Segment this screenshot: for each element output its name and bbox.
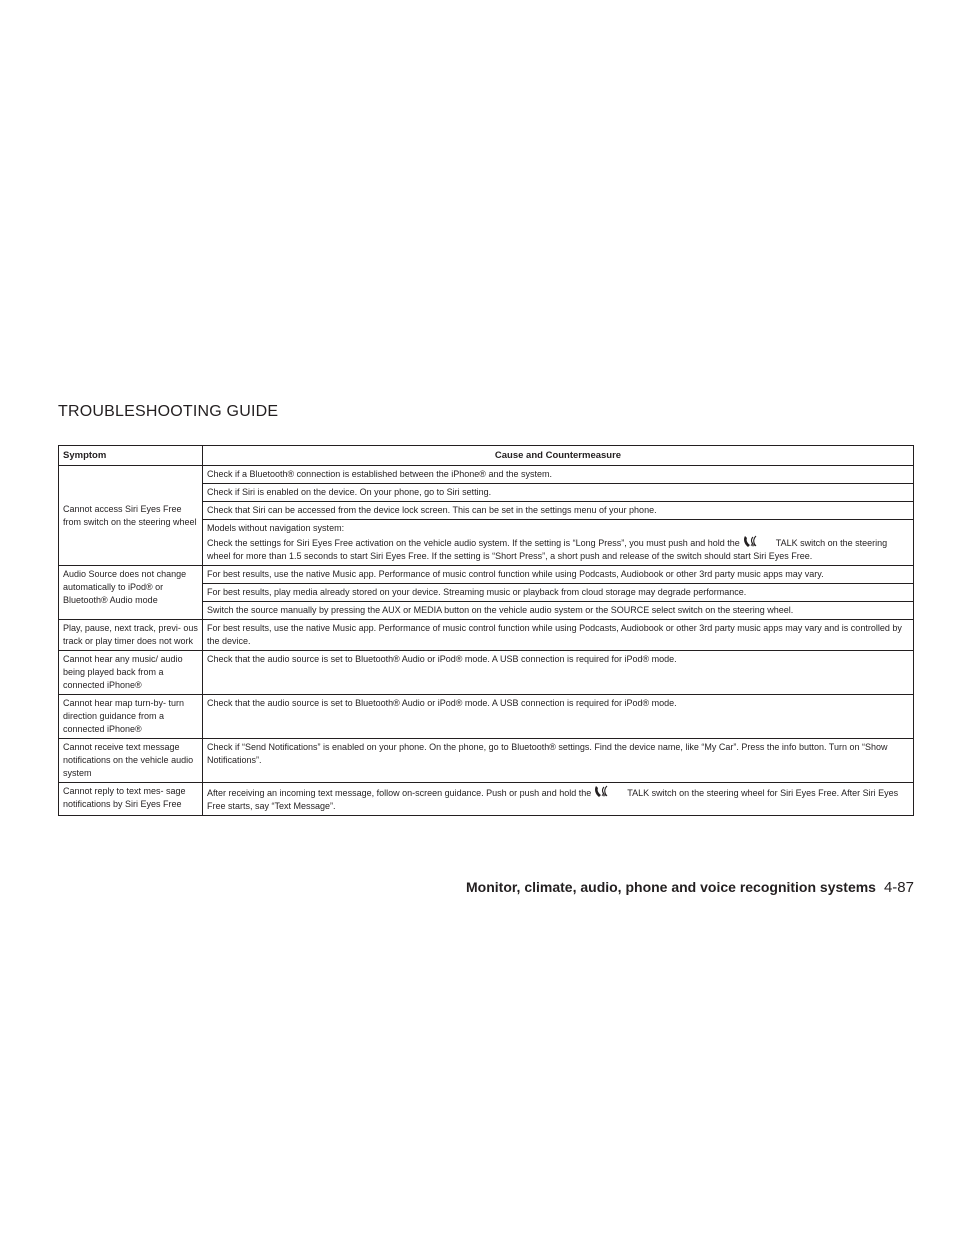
- cause-cell: Switch the source manually by pressing the AUX or MEDIA button on the vehicle audio system or the SOURCE select switch on the steering wheel.: [203, 602, 914, 620]
- cause-cell: Check that the audio source is set to Bluetooth® Audio or iPod® mode. A USB connection is required for iPod® mode.: [203, 695, 914, 739]
- table-row: [59, 620, 914, 651]
- table-row: [59, 651, 914, 695]
- cause-cell: Check that the audio source is set to Bluetooth® Audio or iPod® mode. A USB connection is required for iPod® mode.: [203, 651, 914, 695]
- symptom-cell: Cannot reply to text mes- sage notifications by Siri Eyes Free: [59, 783, 203, 816]
- cause-cell: Check that Siri can be accessed from the device lock screen. This can be set in the settings menu of your phone.: [203, 502, 914, 520]
- page-title: TROUBLESHOOTING GUIDE: [58, 403, 279, 420]
- footer-section-title: Monitor, climate, audio, phone and voice recognition systems: [466, 879, 876, 895]
- cause-cell: For best results, use the native Music app. Performance of music control function while using Podcasts, Audiobook or other 3rd party music apps may vary.: [203, 566, 914, 584]
- cause-cell: Check if Siri is enabled on the device. On your phone, go to Siri setting.: [203, 484, 914, 502]
- cause-text: After receiving an incoming text message, follow on-screen guidance. Push or push and hold the: [207, 788, 592, 798]
- symptom-cell: Cannot access Siri Eyes Free from switch on the steering wheel: [59, 466, 203, 566]
- cause-cell: Check if a Bluetooth® connection is established between the iPhone® and the system.: [203, 466, 914, 484]
- page-footer: [466, 879, 914, 896]
- cause-header: Cause and Countermeasure: [203, 446, 914, 466]
- table-row: [59, 739, 914, 783]
- symptom-cell: Play, pause, next track, previ- ous track or play timer does not work: [59, 620, 203, 651]
- symptom-cell: Cannot receive text message notifications on the vehicle audio system: [59, 739, 203, 783]
- cause-cell: For best results, play media already stored on your device. Streaming music or playback from cloud storage may degrade performance.: [203, 584, 914, 602]
- cause-line: [207, 785, 909, 813]
- cause-cell: For best results, use the native Music app. Performance of music control function while using Podcasts, Audiobook or other 3rd party music apps may vary and is controlled by the device.: [203, 620, 914, 651]
- cause-cell: [203, 783, 914, 816]
- cause-text: Check the settings for Siri Eyes Free activation on the vehicle audio system. If the setting is “Long Press”, you must push and hold the: [207, 538, 740, 548]
- symptom-header: Symptom: [59, 446, 203, 466]
- table-header-row: [59, 446, 914, 466]
- cause-cell: Check if “Send Notifications” is enabled on your phone. On the phone, go to Bluetooth® settings. Find the device name, like “My Car”. Press the info button. Turn on “Show Notifications”.: [203, 739, 914, 783]
- cause-line: [207, 535, 909, 563]
- table-row: [59, 783, 914, 816]
- talk-switch-icon: [593, 785, 619, 798]
- symptom-cell: Audio Source does not change automatically to iPod® or Bluetooth® Audio mode: [59, 566, 203, 620]
- table-row: [59, 695, 914, 739]
- page-number: 4-87: [883, 879, 914, 896]
- symptom-cell: Cannot hear map turn-by- turn direction guidance from a connected iPhone®: [59, 695, 203, 739]
- cause-text: TALK switch on the steering wheel for more than 1.5 seconds to start Siri Eyes Free. If the setting is “Short Press”, a short push and release of the switch should start Siri Eyes Free.: [207, 538, 888, 561]
- table-row: [59, 466, 914, 484]
- cause-text: TALK switch on the steering wheel for Siri Eyes Free. After Siri Eyes Free starts, say “Text Message”.: [207, 788, 899, 811]
- table-row: [59, 566, 914, 584]
- troubleshooting-table: [58, 445, 914, 816]
- symptom-cell: Cannot hear any music/ audio being played back from a connected iPhone®: [59, 651, 203, 695]
- talk-switch-icon: [742, 535, 768, 548]
- cause-cell: [203, 520, 914, 566]
- cause-line: Models without navigation system:: [207, 523, 345, 533]
